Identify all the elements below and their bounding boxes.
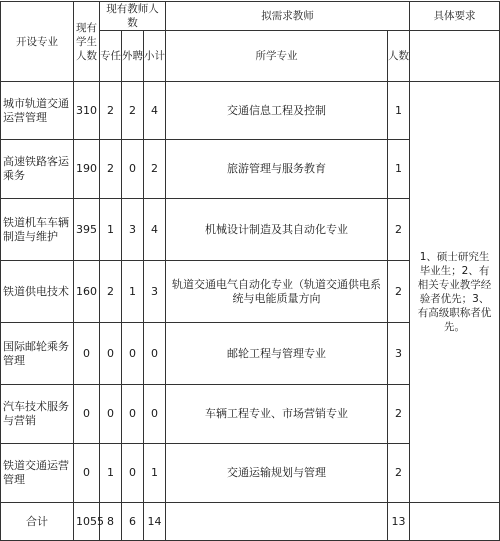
total-label: 合计 [1, 503, 74, 541]
teacher-demand-table [0, 1, 500, 541]
total-requirements-empty [410, 503, 500, 541]
subtotal-cell: 4 [144, 82, 166, 140]
subtotal-cell: 2 [144, 140, 166, 199]
students-cell: 0 [74, 385, 100, 444]
fulltime-cell: 2 [100, 261, 122, 323]
total-count: 13 [388, 503, 410, 541]
subject-cell: 旅游管理与服务教育 [166, 140, 388, 199]
major-cell: 铁道机车车辆制造与维护 [1, 199, 74, 261]
external-cell: 2 [122, 82, 144, 140]
total-fulltime: 8 [100, 503, 122, 541]
subtotal-cell: 4 [144, 199, 166, 261]
subject-cell: 邮轮工程与管理专业 [166, 323, 388, 385]
total-row [1, 503, 500, 541]
external-cell: 0 [122, 385, 144, 444]
students-cell: 395 [74, 199, 100, 261]
count-cell: 2 [388, 385, 410, 444]
students-cell: 0 [74, 444, 100, 503]
students-cell: 160 [74, 261, 100, 323]
students-cell: 0 [74, 323, 100, 385]
external-cell: 0 [122, 140, 144, 199]
major-cell: 高速铁路客运乘务 [1, 140, 74, 199]
header-people: 人数 [388, 31, 410, 82]
fulltime-cell: 2 [100, 82, 122, 140]
subtotal-cell: 0 [144, 385, 166, 444]
total-external: 6 [122, 503, 144, 541]
header-subtotal: 小计 [144, 31, 166, 82]
requirements-cell: 1、硕士研究生毕业生；2、有相关专业教学经验者优先；3、有高级职称者优先。 [410, 82, 500, 503]
header-needed-teachers: 拟需求教师 [166, 2, 410, 31]
subject-cell: 轨道交通电气自动化专业（轨道交通供电系统与电能质量方向 [166, 261, 388, 323]
subject-cell: 交通运输规划与管理 [166, 444, 388, 503]
fulltime-cell: 1 [100, 199, 122, 261]
header-students: 现有学生人数 [74, 2, 100, 82]
count-cell: 1 [388, 82, 410, 140]
fulltime-cell: 0 [100, 385, 122, 444]
students-cell: 310 [74, 82, 100, 140]
fulltime-cell: 0 [100, 323, 122, 385]
header-requirements-empty [410, 31, 500, 82]
total-students: 1055 [74, 503, 100, 541]
count-cell: 2 [388, 199, 410, 261]
major-cell: 汽车技术服务与营销 [1, 385, 74, 444]
header-current-teachers: 现有教师人数 [100, 2, 166, 31]
fulltime-cell: 2 [100, 140, 122, 199]
header-subject: 所学专业 [166, 31, 388, 82]
header-major: 开设专业 [1, 2, 74, 82]
external-cell: 1 [122, 261, 144, 323]
subject-cell: 车辆工程专业、市场营销专业 [166, 385, 388, 444]
header-external: 外聘 [122, 31, 144, 82]
count-cell: 1 [388, 140, 410, 199]
subtotal-cell: 0 [144, 323, 166, 385]
count-cell: 2 [388, 261, 410, 323]
major-cell: 铁道交通运营管理 [1, 444, 74, 503]
students-cell: 190 [74, 140, 100, 199]
subtotal-cell: 3 [144, 261, 166, 323]
table-row [1, 82, 500, 140]
header-fulltime: 专任 [100, 31, 122, 82]
external-cell: 0 [122, 323, 144, 385]
total-subtotal: 14 [144, 503, 166, 541]
major-cell: 铁道供电技术 [1, 261, 74, 323]
total-subject [166, 503, 388, 541]
external-cell: 3 [122, 199, 144, 261]
subject-cell: 机械设计制造及其自动化专业 [166, 199, 388, 261]
major-cell: 城市轨道交通运营管理 [1, 82, 74, 140]
count-cell: 3 [388, 323, 410, 385]
subtotal-cell: 1 [144, 444, 166, 503]
count-cell: 2 [388, 444, 410, 503]
external-cell: 0 [122, 444, 144, 503]
subject-cell: 交通信息工程及控制 [166, 82, 388, 140]
major-cell: 国际邮轮乘务管理 [1, 323, 74, 385]
fulltime-cell: 1 [100, 444, 122, 503]
header-requirements: 具体要求 [410, 2, 500, 31]
